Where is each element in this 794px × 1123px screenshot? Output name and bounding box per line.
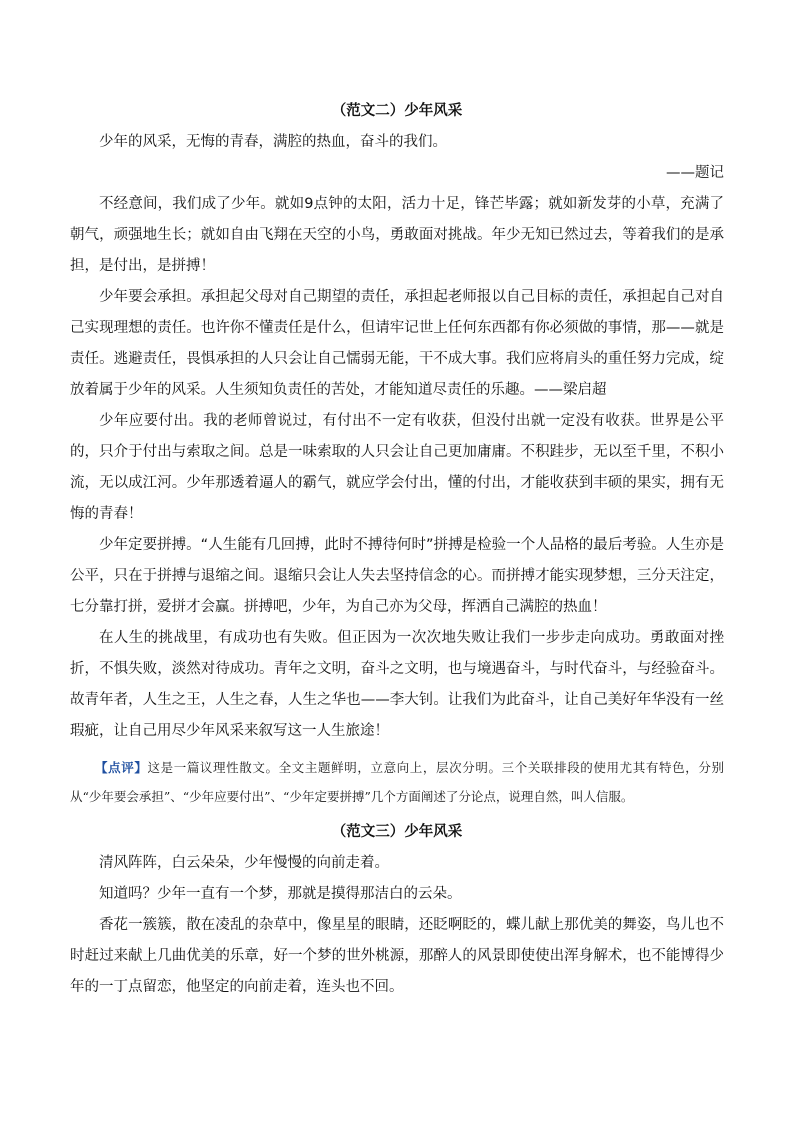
document-page — [70, 96, 724, 1003]
essay2-paragraph-2: 少年要会承担。承担起父母对自己期望的责任，承担起老师报以自己目标的责任，承担起自己对自己实现理想的责任。也许你不懂责任是什么，但请牢记世上任何东西都有你必须做的事情，那——就是责任。逃避责任，畏惧承担的人只会让自己懦弱无能，干不成大事。我们应将肩头的重任努力完成，绽放着属于少年的风采。人生须知负责任的苦处，才能知道尽责任的乐趣。——梁启超 — [70, 289, 724, 398]
comment-text: 这是一篇议理性散文。全文主题鲜明，立意向上，层次分明。三个关联排段的使用尤其有特色，分别从“少年要会承担”、“少年应要付出”、“少年定要拼搏”几个方面阐述了分论点，说理自然，叫人信服。 — [70, 760, 724, 804]
essay2-title: （范文二）少年风采 — [331, 103, 463, 119]
essay3-title: （范文三）少年风采 — [331, 824, 463, 840]
essay3-paragraph-1: 清风阵阵，白云朵朵，少年慢慢的向前走着。 — [99, 855, 389, 871]
essay2-paragraph-4: 少年定要拼搏。“人生能有几回搏，此时不搏待何时”拼搏是检验一个人品格的最后考验。人生亦是公平，只在于拼搏与退缩之间。退缩只会让人失去坚持信念的心。而拼搏才能实现梦想，三分天注定，七分靠打拼，爱拼才会赢。拼搏吧，少年，为自己亦为父母，挥洒自己满腔的热血！ — [70, 537, 724, 615]
essay2-paragraph-1: 不经意间，我们成了少年。就如9点钟的太阳，活力十足，锋芒毕露；就如新发芽的小草，充满了朝气，顽强地生长；就如自由飞翔在天空的小鸟，勇敢面对挑战。年少无知已然过去，等着我们的是承担，是付出，是拼搏！ — [70, 196, 724, 274]
essay2-epigraph: 少年的风采，无悔的青春，满腔的热血，奋斗的我们。 — [99, 134, 447, 150]
essay2-signature: ——题记 — [666, 165, 724, 181]
essay3-paragraph-2: 知道吗？少年一直有一个梦，那就是摸得那洁白的云朵。 — [99, 886, 462, 902]
essay2-comment — [70, 753, 724, 811]
essay2-paragraph-5: 在人生的挑战里，有成功也有失败。但正因为一次次地失败让我们一步步走向成功。勇敢面对挫折，不惧失败，淡然对待成功。青年之文明，奋斗之文明，也与境遇奋斗，与时代奋斗，与经验奋斗。故青年者，人生之王，人生之春，人生之华也——李大钊。让我们为此奋斗，让自己美好年华没有一丝瑕疵，让自己用尽少年风采来叙写这一人生旅途！ — [70, 630, 724, 739]
comment-tag: 【点评】 — [95, 760, 148, 775]
essay3-paragraph-3: 香花一簇簇，散在凌乱的杂草中，像星星的眼睛，还眨啊眨的，蝶儿献上那优美的舞姿，鸟儿也不时赶过来献上几曲优美的乐章，好一个梦的世外桃源，那醉人的风景即使使出浑身解术，也不能博得少年的一丁点留恋，他坚定的向前走着，连头也不回。 — [70, 917, 724, 995]
essay2-paragraph-3: 少年应要付出。我的老师曾说过，有付出不一定有收获，但没付出就一定没有收获。世界是公平的，只介于付出与索取之间。总是一味索取的人只会让自己更加庸庸。不积跬步，无以至千里，不积小流，无以成江河。少年那透着逼人的霸气，就应学会付出，懂的付出，才能收获到丰硕的果实，拥有无悔的青春！ — [70, 413, 724, 522]
